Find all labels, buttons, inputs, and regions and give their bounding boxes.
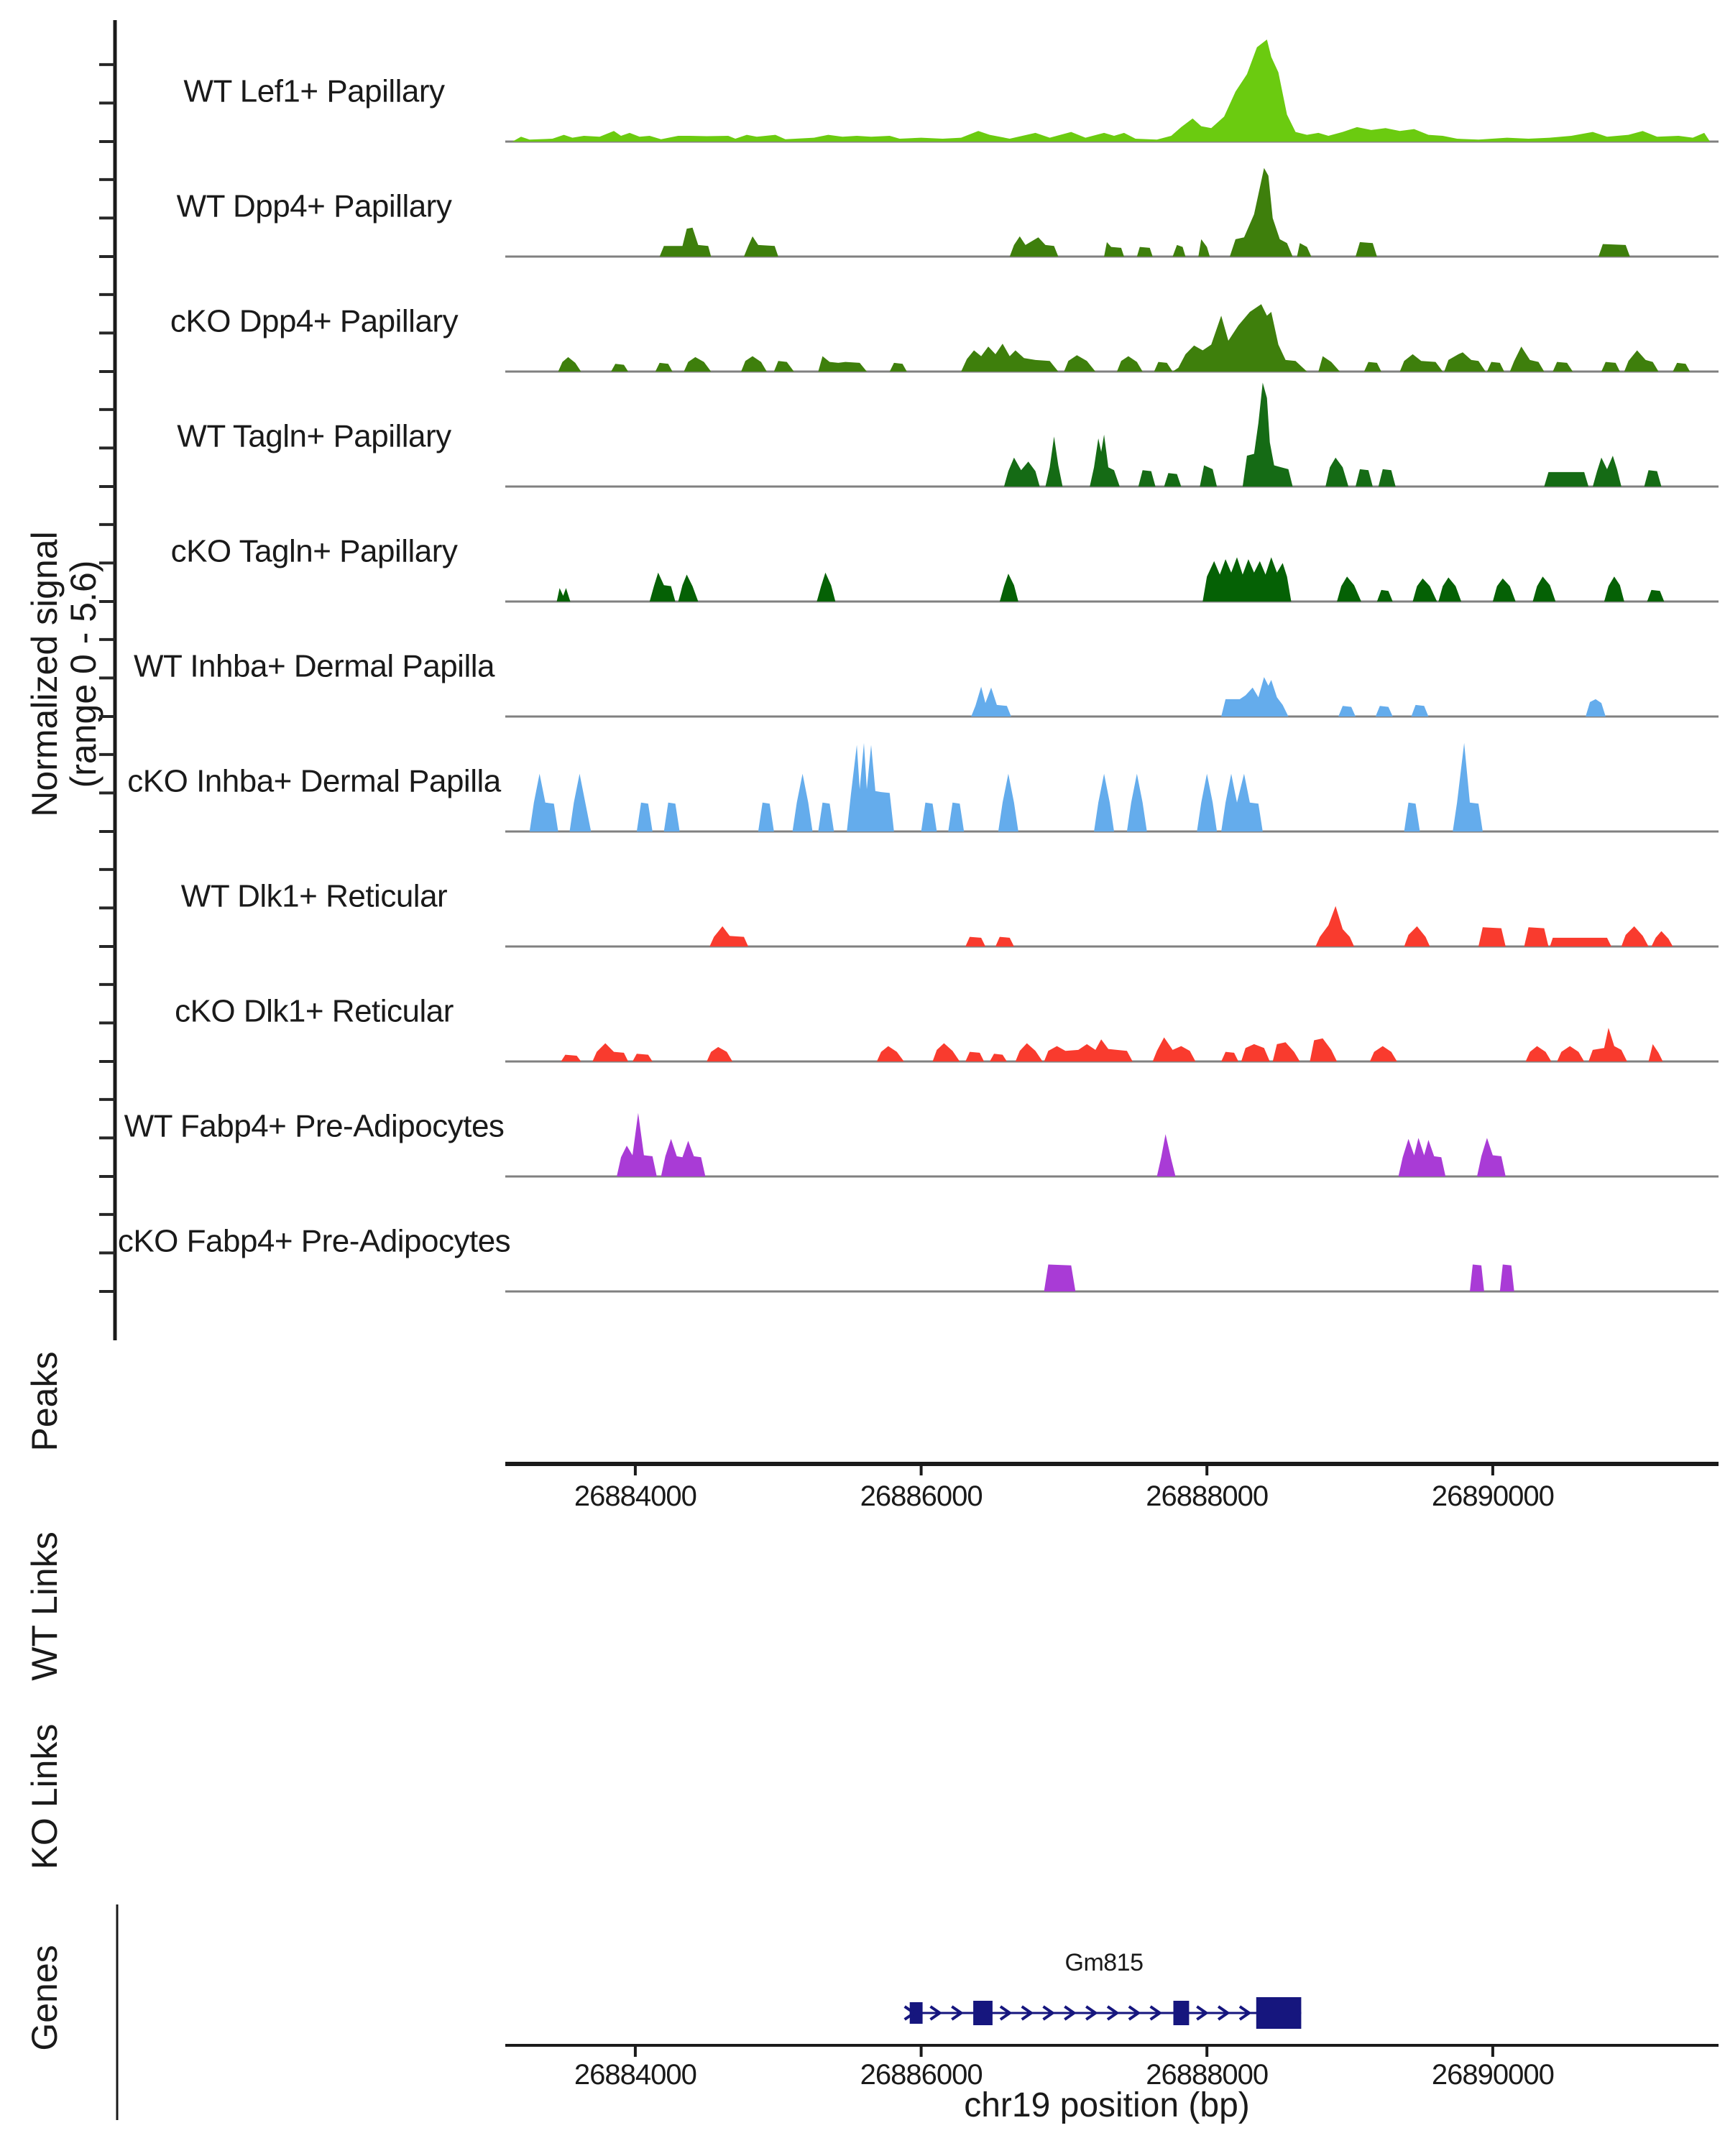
genome-axis-tick-label: 26890000 — [1431, 1480, 1554, 1512]
track-label: WT Tagln+ Papillary — [177, 418, 451, 454]
coverage-area — [971, 677, 1606, 717]
section-label-peaks: Peaks — [24, 1351, 65, 1452]
genome-axis-tick-label: 26888000 — [1146, 1480, 1269, 1512]
signal-track — [170, 304, 1719, 372]
signal-track — [118, 1224, 1719, 1292]
genome-axis-tick-label: 26888000 — [1146, 2059, 1269, 2091]
genome-axis-tick-label: 26884000 — [574, 1480, 696, 1512]
track-label: WT Fabp4+ Pre-Adipocytes — [124, 1108, 505, 1144]
signal-track — [183, 40, 1719, 142]
section-label-wt-links: WT Links — [24, 1531, 65, 1681]
track-label: cKO Fabp4+ Pre-Adipocytes — [117, 1223, 511, 1259]
coverage-area — [530, 743, 1483, 831]
y-axis-label-line1: Normalized signal — [24, 531, 65, 817]
coverage-area — [709, 906, 1673, 946]
section-label-genes: Genes — [24, 1945, 65, 2051]
signal-track — [127, 743, 1719, 831]
section-label-ko-links: KO Links — [24, 1723, 65, 1870]
track-label: cKO Dpp4+ Papillary — [170, 303, 459, 339]
x-axis-title: chr19 position (bp) — [964, 2086, 1250, 2124]
gene-name-label: Gm815 — [1064, 1949, 1144, 1976]
bottom-genome-axis — [505, 2045, 1719, 2091]
signal-track — [177, 168, 1719, 257]
signal-track — [171, 534, 1719, 602]
coverage-area — [512, 40, 1710, 142]
gene-model — [905, 1997, 1302, 2029]
coverage-area — [558, 304, 1690, 372]
track-label: WT Inhba+ Dermal Papilla — [134, 648, 494, 684]
genome-axis-tick-label: 26886000 — [860, 1480, 983, 1512]
track-label: cKO Dlk1+ Reticular — [175, 993, 454, 1029]
track-label: WT Dlk1+ Reticular — [180, 878, 448, 914]
track-label: WT Lef1+ Papillary — [183, 73, 445, 109]
track-label: cKO Tagln+ Papillary — [170, 533, 458, 569]
peaks-genome-axis — [505, 1464, 1719, 1512]
signal-track — [181, 879, 1719, 947]
gene-exon — [1256, 1997, 1302, 2029]
coverage-area — [561, 1028, 1663, 1061]
genome-axis-tick-label: 26890000 — [1431, 2059, 1554, 2091]
genome-axis-tick-label: 26884000 — [574, 2059, 696, 2091]
y-axis-label-line2: (range 0 - 5.6) — [63, 560, 104, 788]
signal-track — [177, 382, 1719, 487]
signal-track — [134, 649, 1719, 717]
gene-exon — [973, 2001, 993, 2025]
track-label: WT Dpp4+ Papillary — [176, 188, 452, 224]
genome-axis-tick-label: 26886000 — [860, 2059, 983, 2091]
signal-track — [175, 994, 1719, 1062]
coverage-area — [1004, 382, 1662, 487]
coverage-area — [660, 168, 1630, 257]
coverage-area — [557, 557, 1665, 602]
signal-tracks — [118, 40, 1719, 1291]
track-label: cKO Inhba+ Dermal Papilla — [127, 763, 501, 799]
coverage-area — [1044, 1265, 1514, 1292]
gene-exon — [1174, 2001, 1190, 2025]
coverage-area — [617, 1113, 1506, 1176]
signal-track — [124, 1109, 1719, 1177]
